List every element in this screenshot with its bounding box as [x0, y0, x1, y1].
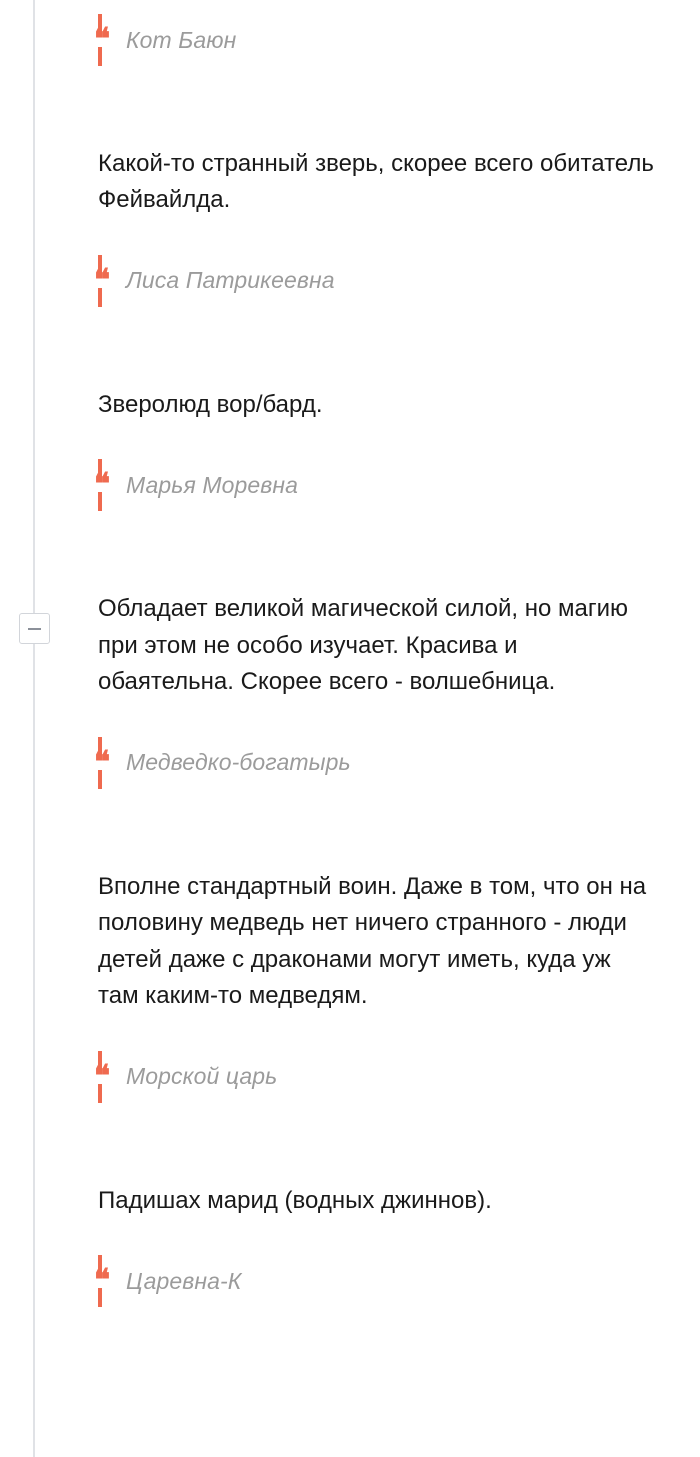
quote-mark-icon: ❝ [94, 1059, 111, 1093]
quote-mark-icon: ❝ [94, 745, 111, 779]
paragraph: Вполне стандартный воин. Даже в том, что он на половину медведь нет ничего странного - люди детей даже с драконами могут иметь, куда уж там каким-то медведям. [98, 872, 647, 1010]
spacer [66, 1219, 666, 1249]
paragraph: Обладает великой магической силой, но магию при этом не особо изучает. Красива и обаятельна. Скорее всего - волшебница. [98, 595, 628, 696]
quote-speaker: Медведко-богатырь [126, 749, 351, 776]
spacer [66, 1015, 666, 1045]
thread-line [33, 0, 35, 1457]
spacer [66, 219, 666, 249]
spacer [66, 0, 666, 8]
quote-header [66, 1249, 666, 1313]
minus-icon [28, 628, 41, 630]
spacer [66, 72, 666, 146]
quote-header [66, 8, 666, 72]
spacer [66, 701, 666, 731]
quote-speaker: Царевна-К [126, 1267, 242, 1294]
quote-speaker: Кот Баюн [126, 26, 237, 53]
spacer [66, 423, 666, 453]
quote-header [66, 1045, 666, 1109]
quote-mark-icon: ❝ [94, 468, 111, 502]
paragraph: Падишах марид (водных джиннов). [98, 1186, 492, 1214]
quote-header [66, 453, 666, 517]
paragraph: Зверолюд вор/бард. [98, 390, 323, 418]
quote-speaker: Лиса Патрикеевна [126, 267, 335, 294]
comment-body [66, 0, 666, 1457]
spacer [66, 1109, 666, 1183]
spacer [66, 517, 666, 591]
quote-mark-icon: ❝ [94, 23, 111, 56]
quote-speaker: Морской царь [126, 1063, 278, 1090]
spacer [66, 795, 666, 869]
paragraph: Какой-то странный зверь, скорее всего обитатель Фейвайлда. [98, 150, 654, 214]
collapse-thread-button[interactable] [19, 613, 50, 644]
quote-mark-icon: ❝ [94, 1264, 111, 1298]
quote-header [66, 731, 666, 795]
quote-header [66, 249, 666, 313]
spacer [66, 313, 666, 387]
quote-mark-icon: ❝ [94, 263, 111, 297]
quote-speaker: Марья Моревна [126, 471, 299, 498]
